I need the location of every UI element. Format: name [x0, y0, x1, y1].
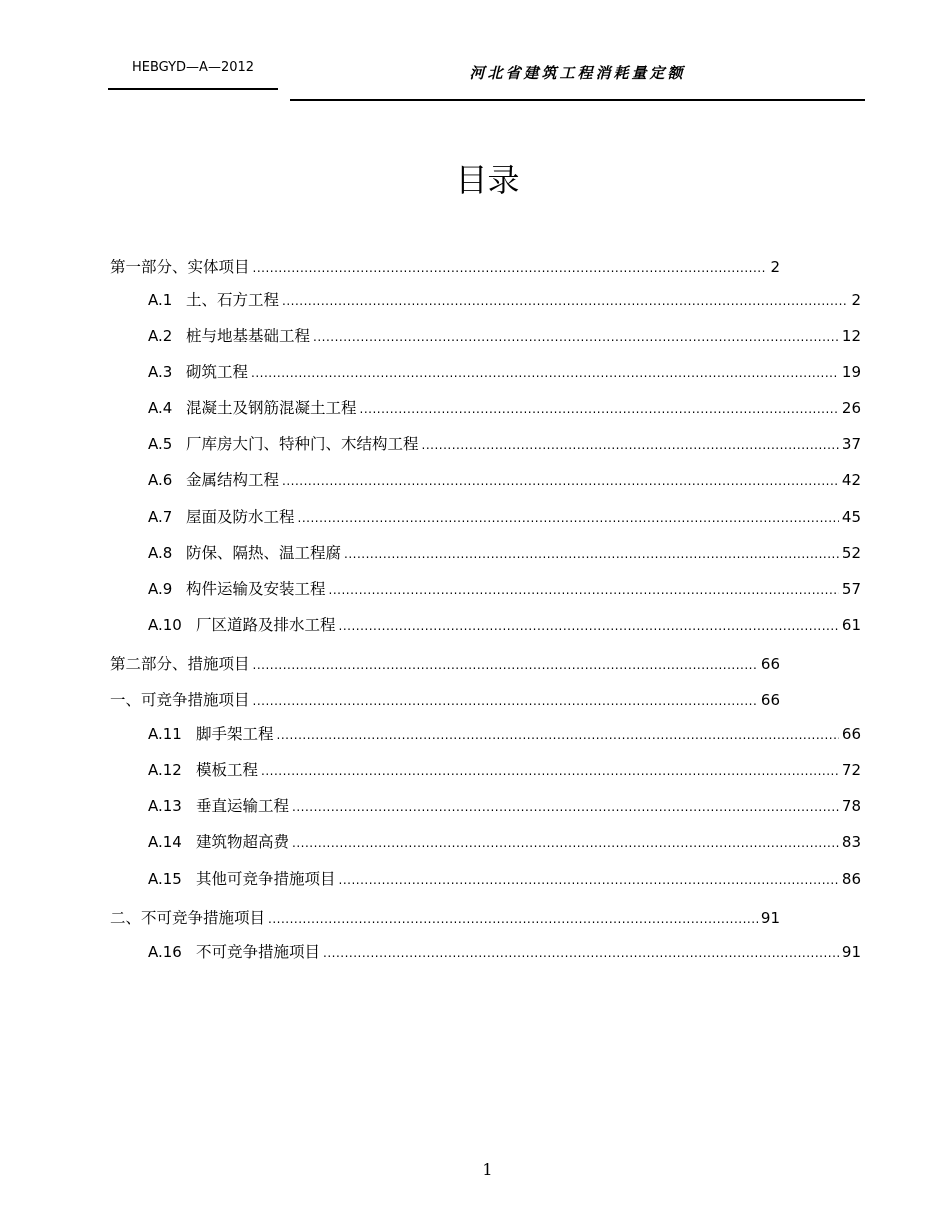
toc-entry-code: A.15 — [148, 870, 182, 888]
toc-entry-label: 构件运输及安装工程 — [186, 580, 326, 598]
toc-entry-code: A.4 — [148, 399, 173, 417]
toc-entry-label: 建筑物超高费 — [196, 833, 290, 851]
toc-dot-leader — [268, 912, 758, 926]
toc-entry-label: 一、可竞争措施项目 — [110, 691, 250, 709]
toc-entry-code: A.2 — [148, 327, 173, 345]
toc-entry[interactable] — [148, 867, 861, 889]
toc-entry[interactable] — [110, 255, 780, 277]
toc-entry-code: A.3 — [148, 363, 173, 381]
toc-entry[interactable] — [148, 577, 861, 599]
toc-entry-label: 土、石方工程 — [186, 291, 280, 309]
toc-entry-page: 91 — [760, 909, 780, 927]
toc-entry-code: A.12 — [148, 761, 182, 779]
toc-entry[interactable] — [148, 396, 861, 418]
toc-entry[interactable] — [148, 505, 861, 527]
toc-dot-leader — [277, 728, 839, 742]
toc-dot-leader — [422, 438, 839, 452]
toc-entry[interactable] — [110, 652, 780, 674]
header-title: 河北省建筑工程消耗量定额 — [469, 64, 686, 82]
toc-entry-page: 61 — [841, 616, 861, 634]
toc-dot-leader — [329, 583, 839, 597]
document-title: 目录 — [455, 161, 520, 199]
toc-entry-label: 脚手架工程 — [196, 725, 274, 743]
toc-entry-code: A.11 — [148, 725, 182, 743]
toc-entry[interactable] — [148, 288, 861, 310]
toc-dot-leader — [344, 547, 839, 561]
toc-entry-label: 桩与地基基础工程 — [186, 327, 311, 345]
toc-entry-code: A.8 — [148, 544, 173, 562]
toc-entry[interactable] — [148, 541, 861, 563]
toc-entry[interactable] — [148, 468, 861, 490]
toc-entry-page: 12 — [841, 327, 861, 345]
toc-entry-label: 第二部分、措施项目 — [110, 655, 250, 673]
toc-dot-leader — [313, 330, 839, 344]
toc-entry-label: 垂直运输工程 — [196, 797, 290, 815]
toc-entry-code: A.10 — [148, 616, 182, 634]
toc-dot-leader — [298, 511, 839, 525]
toc-entry[interactable] — [148, 758, 861, 780]
toc-entry-code: A.7 — [148, 508, 173, 526]
toc-entry-label: 防保、隔热、温工程腐 — [186, 544, 342, 562]
toc-entry[interactable] — [110, 906, 780, 928]
toc-entry-label: 砌筑工程 — [186, 363, 249, 381]
toc-entry-label: 二、不可竞争措施项目 — [110, 909, 266, 927]
toc-entry[interactable] — [148, 432, 861, 454]
toc-entry-code: A.16 — [148, 943, 182, 961]
toc-entry-code: A.9 — [148, 580, 173, 598]
toc-entry[interactable] — [148, 940, 861, 962]
toc-dot-leader — [360, 402, 839, 416]
toc-entry[interactable] — [148, 794, 861, 816]
toc-dot-leader — [282, 294, 848, 308]
toc-entry[interactable] — [110, 688, 780, 710]
toc-entry-page: 42 — [841, 471, 861, 489]
toc-dot-leader — [282, 474, 839, 488]
toc-entry[interactable] — [148, 613, 861, 635]
toc-entry-code: A.13 — [148, 797, 182, 815]
toc-entry-label: 混凝土及钢筋混凝土工程 — [186, 399, 357, 417]
toc-dot-leader — [253, 658, 758, 672]
header-rule-left — [108, 88, 278, 90]
toc-entry-page: 26 — [841, 399, 861, 417]
toc-entry-page: 52 — [841, 544, 861, 562]
toc-entry-page: 91 — [841, 943, 861, 961]
toc-entry-label: 其他可竞争措施项目 — [196, 870, 336, 888]
toc-dot-leader — [253, 261, 768, 275]
toc-entry[interactable] — [148, 830, 861, 852]
document-code: HEBGYD—A—2012 — [132, 60, 255, 75]
toc-entry-page: 57 — [841, 580, 861, 598]
toc-entry-label: 屋面及防水工程 — [186, 508, 295, 526]
toc-dot-leader — [261, 764, 839, 778]
toc-entry-page: 83 — [841, 833, 861, 851]
toc-entry-code: A.5 — [148, 435, 173, 453]
toc-entry-page: 45 — [841, 508, 861, 526]
toc-entry-page: 66 — [760, 691, 780, 709]
toc-entry-code: A.6 — [148, 471, 173, 489]
toc-entry-label: 模板工程 — [196, 761, 259, 779]
toc-entry-page: 66 — [760, 655, 780, 673]
toc-entry-page: 2 — [851, 291, 861, 309]
toc-entry-label: 第一部分、实体项目 — [110, 258, 250, 276]
toc-dot-leader — [253, 694, 758, 708]
toc-entry-code: A.1 — [148, 291, 173, 309]
toc-entry-label: 厂区道路及排水工程 — [196, 616, 336, 634]
toc-entry-page: 19 — [841, 363, 861, 381]
toc-entry-page: 2 — [770, 258, 780, 276]
toc-dot-leader — [251, 366, 839, 380]
toc-dot-leader — [292, 836, 839, 850]
toc-entry-page: 78 — [841, 797, 861, 815]
toc-entry-page: 37 — [841, 435, 861, 453]
toc-entry-label: 厂库房大门、特种门、木结构工程 — [186, 435, 419, 453]
toc-entry[interactable] — [148, 722, 861, 744]
toc-entry[interactable] — [148, 324, 861, 346]
toc-entry-label: 金属结构工程 — [186, 471, 280, 489]
header-rule-right — [290, 99, 865, 101]
toc-dot-leader — [339, 873, 839, 887]
toc-dot-leader — [323, 946, 839, 960]
toc-entry-code: A.14 — [148, 833, 182, 851]
page-number: 1 — [482, 1160, 493, 1179]
toc-entry-label: 不可竞争措施项目 — [196, 943, 321, 961]
toc-entry-page: 72 — [841, 761, 861, 779]
toc-entry-page: 86 — [841, 870, 861, 888]
toc-entry[interactable] — [148, 360, 861, 382]
toc-dot-leader — [292, 800, 839, 814]
toc-dot-leader — [339, 619, 839, 633]
toc-entry-page: 66 — [841, 725, 861, 743]
